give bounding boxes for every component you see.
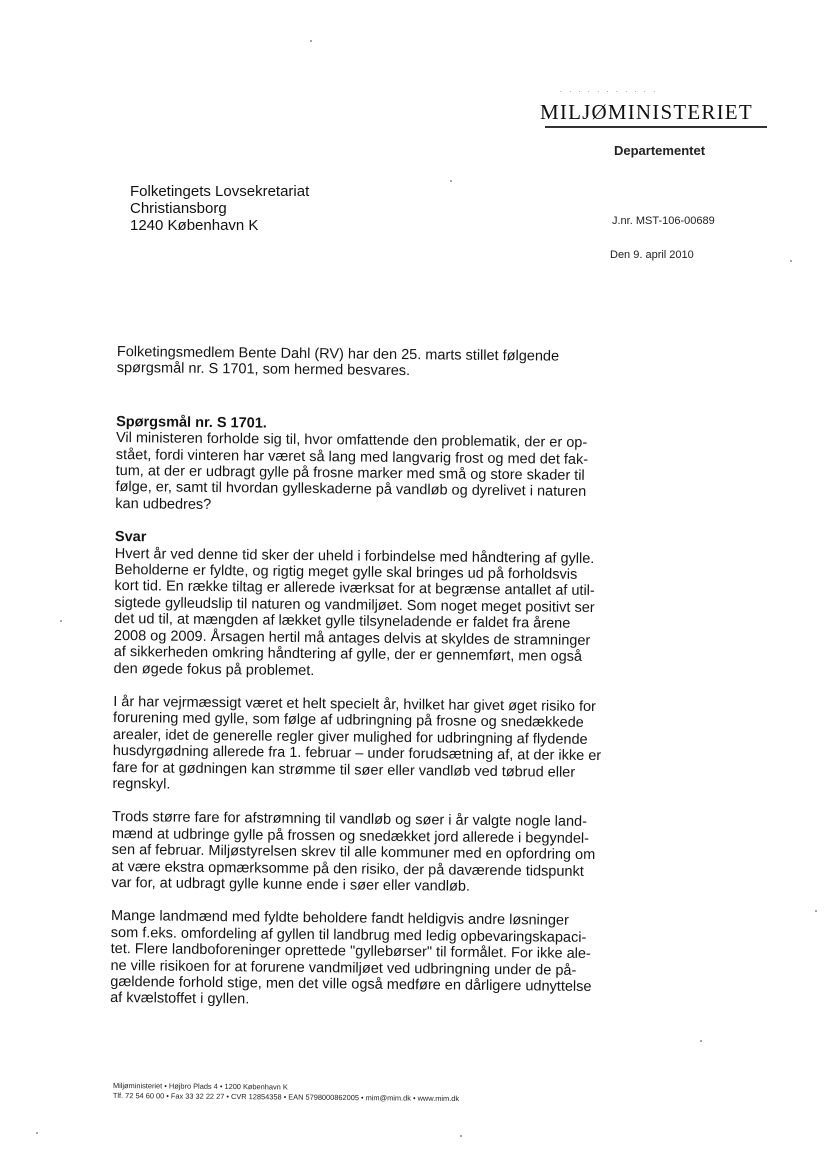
text-line: mænd at udbringe gylle på frossen og snedækket jord allerede i begyndel- [111,825,590,847]
recipient-line: Christiansborg [130,200,227,217]
text-line: var for, at udbragt gylle kunne ende i søer eller vandløb. [111,874,471,895]
text-line: fare for at gødningen kan strømme til søer eller vandløb ved tøbrud eller [112,759,576,781]
recipient-line: Folketingets Lovsekretariat [130,183,310,200]
text-line: sigtede gylleudslip til naturen og vandmiljøet. Som noget meget positivt ser [114,594,595,616]
text-line: Trods større fare for afstrømning til vandløb og søer i år valgte nogle land- [111,809,588,831]
answer-paragraph-2 [112,694,603,798]
answer-heading: Svar [114,529,147,546]
recipient-line: 1240 København K [130,217,259,234]
scan-speck [450,180,452,182]
scan-speck [60,620,62,622]
text-line: sen af februar. Miljøstyrelsen skrev til alle kommuner med en opfordring om [111,842,596,864]
footer-address: Miljøministeriet • Højbro Plads 4 • 1200 København K [112,1081,288,1092]
footer-contact: Tlf. 72 54 60 00 • Fax 33 32 22 27 • CVR 12854358 • EAN 5798000862005 • mim@mim.dk • www.mim.dk [112,1090,460,1104]
text-line: I år har vejrmæssigt været et helt specielt år, hvilket har givet øget risiko for [113,693,597,715]
scan-speck [815,910,817,912]
recipient-address [130,183,309,234]
text-line: den øgede fokus på problemet. [113,660,315,679]
text-line: at være ekstra opmærksomme på den risiko, der på daværende tidspunkt [111,858,584,880]
letter-body [110,344,607,1012]
text-line: Folketingsmedlem Bente Dahl (RV) har den 25. marts stillet følgende [116,344,560,365]
text-line: arealer, idet de generelle regler giver mulighed for udbringning af flydende [112,726,588,748]
scan-speck [700,1040,702,1042]
text-line: Vil ministeren forholde sig til, hvor omfattende den problematik, der er op- [115,430,588,452]
answer-paragraph-1 [114,529,606,682]
text-line: husdyrgødning allerede fra 1. februar – under forudsætning af, at der ikke er [112,743,602,765]
logo-decoration: . . . . . . . . . . . [560,88,659,94]
text-line: stået, fordi vinteren har været så lang med langvarig frost og med det fak- [115,446,589,468]
question-heading: Spørgsmål nr. S 1701. [116,413,267,432]
text-line: af kvælstoffet i gyllen. [110,990,250,1008]
text-line: 2008 og 2009. Årsagen hertil må antages delvis at skyldes de stramninger [113,627,591,649]
answer-paragraph-4 [110,908,601,1012]
intro-paragraph [117,344,607,382]
text-line: kan udbedres? [115,495,212,513]
text-line: regnskyl. [112,775,171,793]
question-section [115,414,606,518]
text-line: tum, at der er udbragt gylle på frosne marker med små og store skader til [115,463,585,484]
text-line: tet. Flere landboforeninger oprettede "gyllebørser" til formålet. For ikke ale- [110,941,591,963]
department-label: Departementet [614,143,706,158]
letter-footer [113,1081,553,1105]
text-line: Hvert år ved denne tid sker der uheld i forbindelse med håndtering af gylle. [114,545,595,567]
text-line: Mange landmænd med fyldte beholdere fandt heldigvis andre løsninger [110,908,569,930]
journal-number: J.nr. MST-106-00689 [612,215,715,227]
text-line: af sikkerheden omkring håndtering af gylle, der er gennemført, men også [113,644,583,665]
text-line: det ud til, at mængden af lækket gylle tilsyneladende er faldet fra årene [114,611,571,633]
answer-paragraph-3 [111,809,602,896]
scan-speck [460,1135,462,1137]
text-line: følge, er, samt til hvordan gylleskaderne på vandløb og dyrelivet i naturen [115,479,587,501]
text-line: ne ville risikoen for at forurene vandmiljøet ved udbringning under de på- [110,957,577,979]
text-line: som f.eks. omfordeling af gyllen til landbrug med ledig opbevaringskapaci- [110,924,587,946]
text-line: spørgsmål nr. S 1701, som hermed besvares. [116,360,411,380]
scan-speck [790,260,792,262]
logo-underline [545,126,767,128]
scan-speck [36,1132,38,1134]
scan-speck [310,40,312,42]
text-line: forurening med gylle, som følge af udbringning på frosne og snedækkede [112,710,584,732]
text-line: Beholderne er fyldte, og rigtig meget gylle skal bringes ud på forholdsvis [114,562,578,583]
letter-date: Den 9. april 2010 [610,249,694,261]
text-line: gældende forhold stige, men det ville også medføre en dårligere udnyttelse [110,973,592,996]
ministry-logo: MILJØMINISTERIET [540,100,753,124]
text-line: kort tid. En række tiltag er allerede iværksat for at begrænse antallet af util- [114,578,595,600]
